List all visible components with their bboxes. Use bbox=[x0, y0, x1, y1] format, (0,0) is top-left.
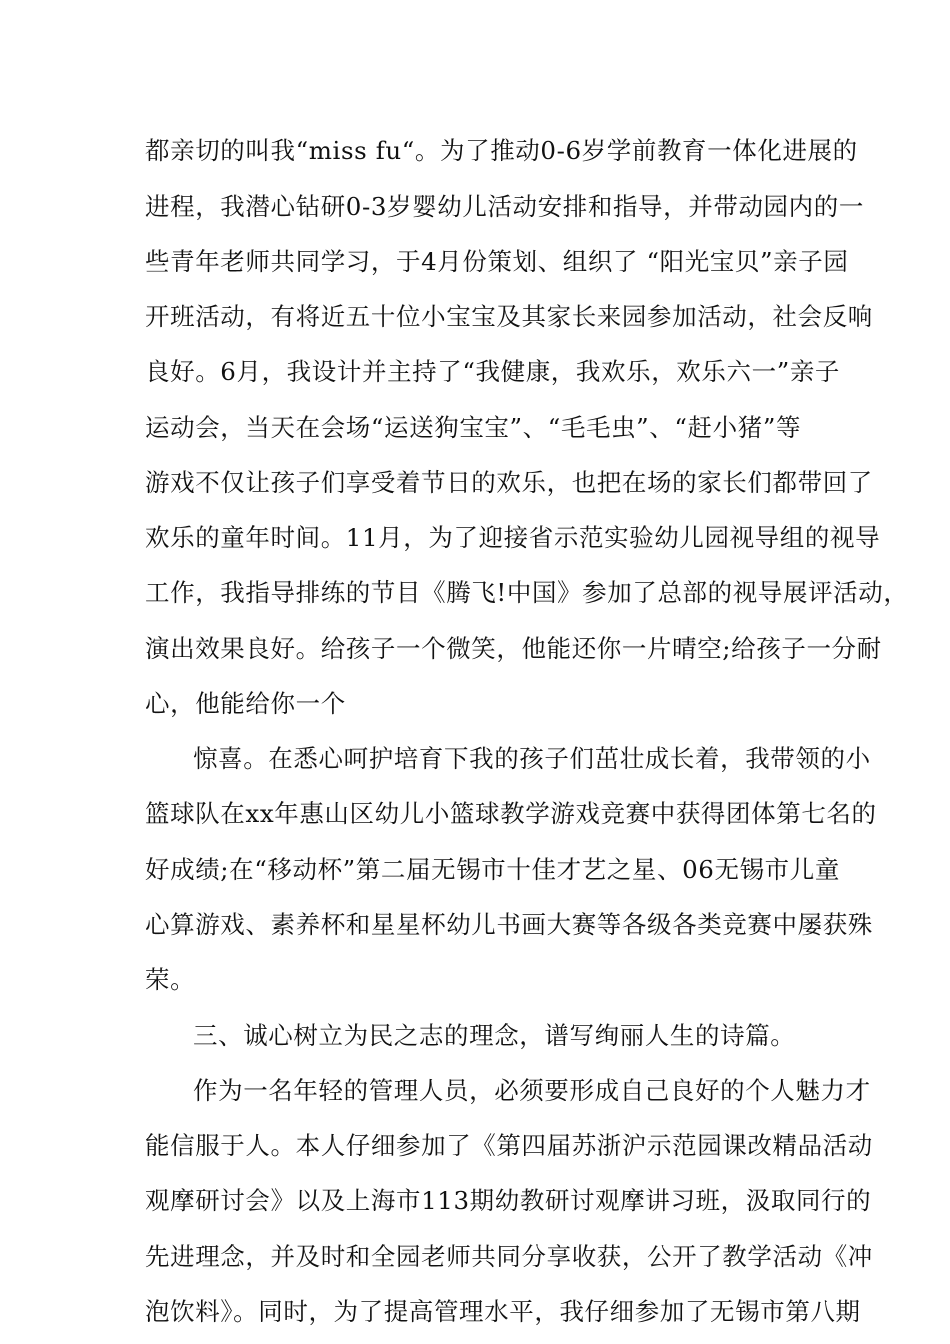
text-line: 些青年老师共同学习，于4月份策划、组织了 “阳光宝贝”亲子园 bbox=[145, 247, 849, 276]
text-line: 心，他能给你一个 bbox=[145, 689, 346, 718]
text-line: 工作，我指导排练的节目《腾飞!中国》参加了总部的视导展评活动， bbox=[145, 578, 909, 607]
text-line: 泡饮料》。同时，为了提高管理水平，我仔细参加了无锡市第八期 bbox=[145, 1297, 861, 1326]
paragraph-first-line: 惊喜。在悉心呵护培育下我的孩子们茁壮成长着，我带领的小 bbox=[193, 744, 871, 773]
text-line: 好成绩;在“移动杯”第二届无锡市十佳才艺之星、06无锡市儿童 bbox=[145, 855, 840, 884]
text-line: 良好。6月，我设计并主持了“我健康，我欢乐，欢乐六一”亲子 bbox=[145, 357, 841, 386]
text-line: 观摩研讨会》以及上海市113期幼教研讨观摩讲习班，汲取同行的 bbox=[145, 1186, 872, 1215]
text-line: 荣。 bbox=[145, 965, 196, 994]
text-line: 游戏不仅让孩子们享受着节日的欢乐，也把在场的家长们都带回了 bbox=[145, 468, 873, 497]
text-line: 开班活动，有将近五十位小宝宝及其家长来园参加活动，社会反响 bbox=[145, 302, 873, 331]
text-line: 心算游戏、素养杯和星星杯幼儿书画大赛等各级各类竞赛中屡获殊 bbox=[145, 910, 873, 939]
text-line: 运动会，当天在会场“运送狗宝宝”、“毛毛虫”、“赶小猪”等 bbox=[145, 413, 802, 442]
text-line: 能信服于人。本人仔细参加了《第四届苏浙沪示范园课改精品活动 bbox=[145, 1131, 873, 1160]
text-line: 篮球队在xx年惠山区幼儿小篮球教学游戏竞赛中获得团体第七名的 bbox=[145, 799, 877, 828]
text-line: 先进理念，并及时和全园老师共同分享收获，公开了教学活动《冲 bbox=[145, 1242, 873, 1271]
section-heading: 三、诚心树立为民之志的理念，谱写绚丽人生的诗篇。 bbox=[193, 1021, 796, 1050]
text-line: 欢乐的童年时间。11月，为了迎接省示范实验幼儿园视导组的视导 bbox=[145, 523, 881, 552]
text-line: 都亲切的叫我“miss fu“。为了推动0-6岁学前教育一体化进展的 bbox=[145, 136, 858, 165]
text-line: 进程，我潜心钻研0-3岁婴幼儿活动安排和指导，并带动园内的一 bbox=[145, 192, 864, 221]
text-line: 演出效果良好。给孩子一个微笑，他能还你一片晴空;给孩子一分耐 bbox=[145, 634, 882, 663]
paragraph-first-line: 作为一名年轻的管理人员，必须要形成自己良好的个人魅力才 bbox=[193, 1076, 871, 1105]
